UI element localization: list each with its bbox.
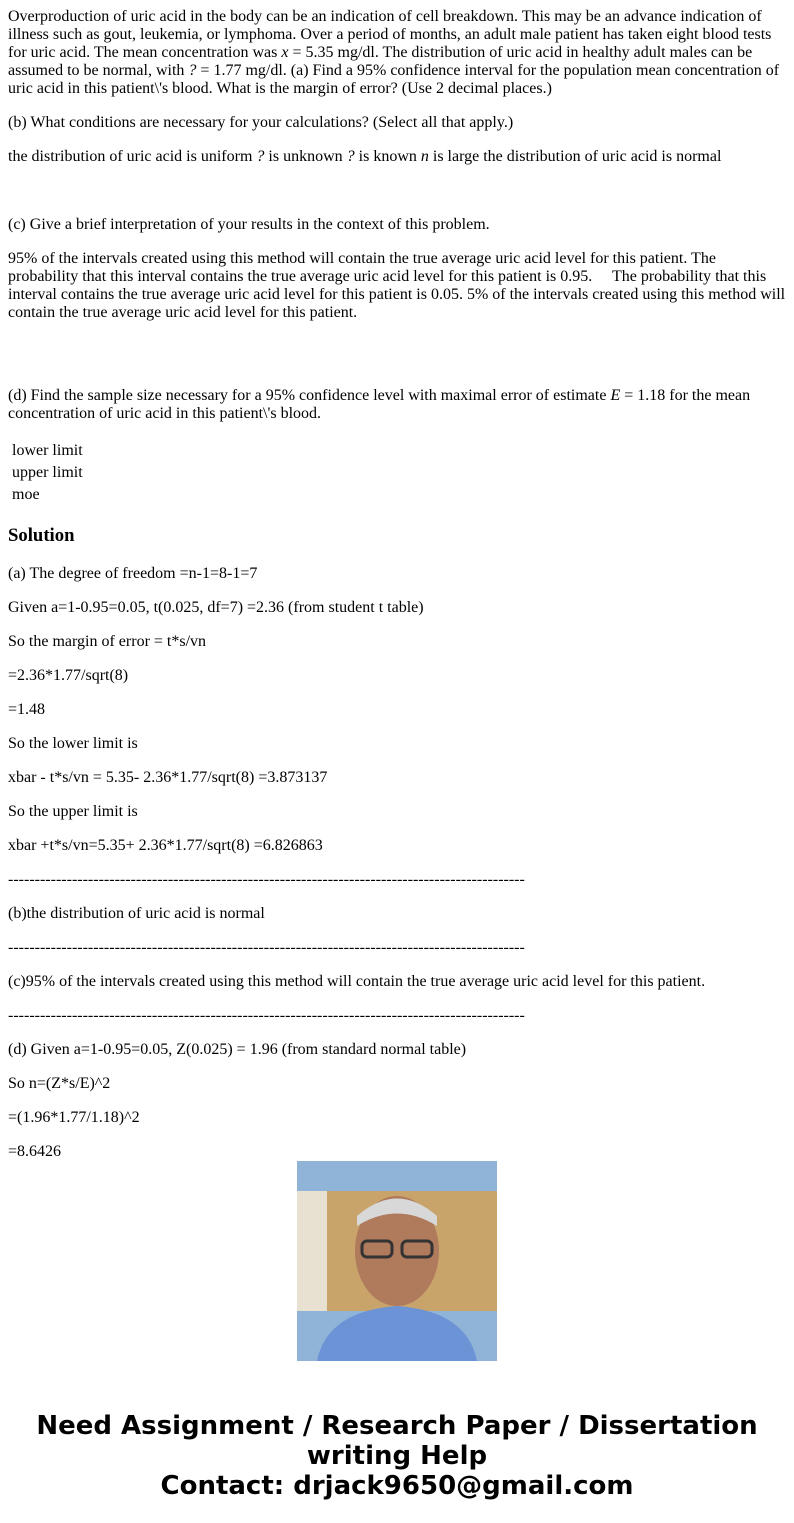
option-text: is unknown [264, 148, 347, 165]
sigma-symbol: ? [256, 148, 265, 165]
text: = 5.35 mg/dl. The distribution of uric acid in healthy adult males can be assumed to be normal, with [8, 44, 753, 79]
solution-line: =1.48 [8, 701, 46, 718]
xbar-symbol: x [281, 44, 289, 61]
solution-line: (d) Given a=1-0.95=0.05, Z(0.025) = 1.96 (from standard normal table) [8, 1041, 467, 1058]
footer-help-text: Need Assignment / Research Paper / Dissertation writing Help [36, 1411, 758, 1471]
solution-line: (b)the distribution of uric acid is normal [8, 905, 265, 922]
text: = 1.18 for the mean concentration of uric acid in this patient\'s blood. [8, 387, 751, 422]
solution-line: xbar - t*s/vn = 5.35- 2.36*1.77/sqrt(8) =3.873137 [8, 769, 328, 786]
solution-line: (c)95% of the intervals created using this method will contain the true average uric acid level for this patient. [8, 973, 706, 990]
e-symbol: E [610, 387, 621, 404]
solution-line: So the upper limit is [8, 803, 138, 820]
text: = 1.77 mg/dl. (a) Find a 95% confidence interval for the population mean concentration of uric acid in this patient\'s blood. What is the margin of error? (Use 2 decimal places.) [8, 62, 780, 97]
footer-banner [0, 1411, 794, 1501]
solution-heading: Solution [8, 525, 75, 546]
moe-label: moe [12, 486, 40, 503]
solution-line: ------------------------------------------------------------------------------------------------- [8, 871, 525, 888]
solution-line: =(1.96*1.77/1.18)^2 [8, 1109, 140, 1126]
answer-table [9, 439, 86, 507]
b-options [8, 148, 786, 166]
solution-line: =8.6426 [8, 1143, 62, 1160]
solution-line: ------------------------------------------------------------------------------------------------- [8, 1007, 525, 1024]
option-text: the distribution of uric acid is uniform [8, 148, 257, 165]
solution-body [8, 565, 786, 1161]
solution-line: So the margin of error = t*s/vn [8, 633, 207, 650]
solution-line: So n=(Z*s/E)^2 [8, 1075, 111, 1092]
avatar-container [0, 1161, 794, 1361]
solution-line: Given a=1-0.95=0.05, t(0.025, df=7) =2.36 (from student t table) [8, 599, 424, 616]
document-content [0, 8, 794, 1160]
solution-line: =2.36*1.77/sqrt(8) [8, 667, 129, 684]
solution-line: xbar +t*s/vn=5.35+ 2.36*1.77/sqrt(8) =6.826863 [8, 837, 323, 854]
solution-line: So the lower limit is [8, 735, 138, 752]
option-text: is known [354, 148, 421, 165]
upper-limit-label: upper limit [12, 464, 83, 481]
question-intro [8, 8, 786, 98]
solution-line: (a) The degree of freedom =n-1=8-1=7 [8, 565, 258, 582]
solution-line: ------------------------------------------------------------------------------------------------- [8, 939, 525, 956]
c-options: 95% of the intervals created using this method will contain the true average uric acid level for this patient. The probability that this interval contains the true average uric acid level for this patient is 0.95. The probability that this interval contains the true average uric acid level for this patient is 0.05. 5% of the intervals created using this method will contain the true average uric acid level for this patient. [8, 250, 790, 321]
lower-limit-label: lower limit [12, 442, 83, 459]
question-c: (c) Give a brief interpretation of your results in the context of this problem. [8, 216, 490, 233]
text: Overproduction of uric acid in the body can be an indication of cell breakdown. This may be an advance indication of illness such as gout, leukemia, or lymphoma. Over a period of months, an adult male patient has taken eight blood tests for uric acid. The mean concentration was [8, 8, 772, 61]
author-avatar [297, 1161, 497, 1361]
person-photo-icon [297, 1161, 497, 1361]
text: (d) Find the sample size necessary for a 95% confidence level with maximal error of estimate [8, 387, 611, 404]
question-d [8, 387, 786, 423]
question-b: (b) What conditions are necessary for your calculations? (Select all that apply.) [8, 114, 514, 131]
footer-contact: Contact: drjack9650@gmail.com [160, 1471, 634, 1501]
n-symbol: n [420, 148, 429, 165]
sigma-symbol: ? [188, 62, 197, 79]
option-text: is large the distribution of uric acid is normal [428, 148, 722, 165]
sigma-symbol: ? [346, 148, 355, 165]
